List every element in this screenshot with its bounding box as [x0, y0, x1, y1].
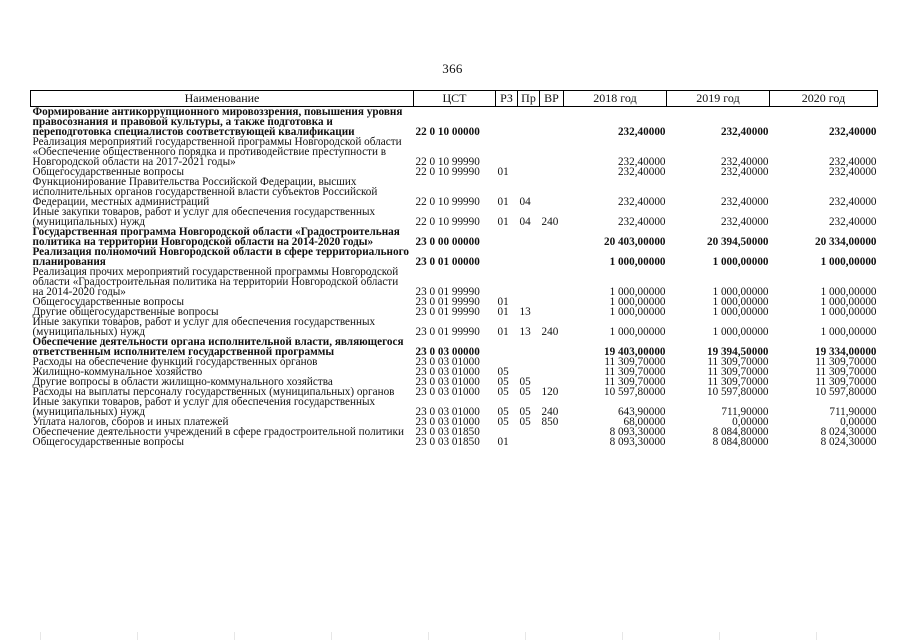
- cell-pr: [518, 337, 540, 357]
- cell-rz: 01: [497, 216, 509, 228]
- table-row: [31, 247, 878, 267]
- cell-vr: 240: [541, 406, 559, 418]
- cell-y2019: 0,00000: [732, 416, 769, 428]
- cell-cst: 23 0 03 01000: [415, 416, 480, 428]
- cell-rz: [496, 267, 518, 297]
- cell-cst: 22 0 10 00000: [415, 126, 480, 138]
- cell-rz: 05: [497, 416, 509, 428]
- cell-y2020: 8 024,30000: [820, 436, 877, 448]
- cell-y2019: 11 309,70000: [707, 376, 769, 388]
- cell-vr: [540, 107, 564, 138]
- cell-y2018: 11 309,70000: [604, 376, 666, 388]
- cell-y2018: 232,40000: [617, 166, 666, 178]
- cell-y2018: 1 000,00000: [609, 326, 666, 338]
- cell-y2020: 232,40000: [828, 196, 877, 208]
- cell-rz: 01: [497, 296, 509, 308]
- cell-rz: [496, 137, 518, 167]
- cell-pr: 05: [519, 406, 531, 418]
- cell-y2019: 232,40000: [720, 166, 769, 178]
- cell-name: Реализация мероприятий государственной программы Новгородской области «Обеспечение общественного порядка и противодействие преступности в Новгородской области на 2017-2021 годы»: [32, 136, 402, 168]
- cell-name: Общегосударственные вопросы: [32, 296, 185, 308]
- cell-cst: 22 0 10 99990: [415, 216, 480, 228]
- cell-y2020: 1 000,00000: [820, 256, 877, 268]
- cell-vr: [540, 337, 564, 357]
- cell-cst: 23 0 01 00000: [415, 256, 480, 268]
- cell-y2018: 11 309,70000: [604, 356, 666, 368]
- cell-name: Государственная программа Новгородской области «Градостроительная политика на территории Новгородской области на 2014-2020 годы»: [32, 226, 400, 248]
- cell-y2019: 1 000,00000: [712, 256, 769, 268]
- cell-cst: 23 0 03 00000: [415, 346, 480, 358]
- cell-y2019: 11 309,70000: [707, 366, 769, 378]
- cell-y2020: 711,90000: [829, 406, 877, 418]
- table-header: [31, 91, 878, 107]
- cell-rz: 01: [497, 326, 509, 338]
- table-row: [31, 137, 878, 167]
- table-row: [31, 397, 878, 417]
- cell-y2019: 20 394,50000: [706, 236, 769, 248]
- cell-vr: [540, 307, 564, 317]
- cell-name: Иные закупки товаров, работ и услуг для обеспечения государственных (муниципальных) нужд: [32, 206, 376, 228]
- table-row: [31, 107, 878, 138]
- table-row: [31, 267, 878, 297]
- header-2019: 2019 год: [667, 91, 770, 107]
- cell-name: Иные закупки товаров, работ и услуг для обеспечения государственных (муниципальных) нужд: [32, 396, 376, 418]
- cell-rz: 05: [497, 406, 509, 418]
- cell-y2018: 232,40000: [617, 156, 666, 168]
- cell-rz: [496, 337, 518, 357]
- cell-rz: 05: [497, 366, 509, 378]
- cell-vr: [540, 297, 564, 307]
- cell-y2019: 1 000,00000: [712, 296, 769, 308]
- cell-cst: 23 0 01 99990: [415, 296, 480, 308]
- header-vr: ВР: [540, 91, 564, 107]
- cell-y2018: 8 093,30000: [609, 426, 666, 438]
- cell-y2020: 11 309,70000: [815, 376, 877, 388]
- cell-y2019: 232,40000: [720, 156, 769, 168]
- cell-y2018: 11 309,70000: [604, 366, 666, 378]
- cell-cst: 23 0 00 00000: [415, 236, 480, 248]
- cell-cst: 22 0 10 99990: [415, 156, 480, 168]
- cell-vr: [540, 367, 564, 377]
- cell-name: Реализация прочих мероприятий государственной программы Новгородской области «Градостроительная политика на территории Новгородской области на 2014-2020 годы»: [32, 266, 399, 298]
- cell-vr: [540, 357, 564, 367]
- cell-name: Расходы на выплаты персоналу государственных (муниципальных) органов: [32, 386, 395, 398]
- cell-pr: [518, 107, 540, 138]
- cell-cst: 23 0 01 99990: [415, 306, 480, 318]
- cell-name: Общегосударственные вопросы: [32, 166, 185, 178]
- cell-rz: 01: [497, 166, 509, 178]
- cell-rz: 01: [497, 306, 509, 318]
- cell-y2020: 19 334,00000: [814, 346, 877, 358]
- header-pr: Пр: [518, 91, 540, 107]
- cell-y2020: 11 309,70000: [815, 356, 877, 368]
- cell-name: Уплата налогов, сборов и иных платежей: [32, 416, 229, 428]
- cell-y2019: 8 084,80000: [712, 426, 769, 438]
- cell-vr: [540, 247, 564, 267]
- cell-y2018: 1 000,00000: [609, 296, 666, 308]
- cell-pr: [518, 167, 540, 177]
- cell-name: Реализация полномочий Новгородской области в сфере территориального планирования: [32, 246, 409, 268]
- cell-y2020: 232,40000: [828, 156, 877, 168]
- cell-rz: 05: [497, 386, 509, 398]
- table-row: [31, 177, 878, 207]
- cell-y2019: 232,40000: [720, 216, 769, 228]
- cell-y2018: 68,00000: [623, 416, 666, 428]
- table-row: [31, 227, 878, 247]
- cell-y2018: 8 093,30000: [609, 436, 666, 448]
- cell-y2019: 232,40000: [720, 196, 769, 208]
- cell-cst: 23 0 03 01000: [415, 366, 480, 378]
- cell-name: Другие общегосударственные вопросы: [32, 306, 219, 318]
- cell-y2019: 711,90000: [721, 406, 769, 418]
- cell-y2020: 10 597,80000: [814, 386, 877, 398]
- cell-pr: [518, 427, 540, 437]
- cell-y2018: 1 000,00000: [609, 306, 666, 318]
- cell-y2018: 20 403,00000: [603, 236, 666, 248]
- page-number: 366: [442, 61, 463, 76]
- cell-y2020: 20 334,00000: [814, 236, 877, 248]
- cell-pr: 05: [519, 416, 531, 428]
- cell-vr: 240: [541, 326, 559, 338]
- cell-vr: 850: [541, 416, 559, 428]
- cell-y2020: 0,00000: [840, 416, 877, 428]
- cell-cst: 23 0 03 01000: [415, 386, 480, 398]
- cell-y2020: 8 024,30000: [820, 426, 877, 438]
- cell-pr: [518, 267, 540, 297]
- cell-cst: 23 0 03 01000: [415, 376, 480, 388]
- cell-rz: [496, 107, 518, 138]
- cell-rz: [496, 247, 518, 267]
- cell-pr: [518, 437, 540, 447]
- cell-name: Другие вопросы в области жилищно-коммунального хозяйства: [32, 376, 333, 388]
- table-body: [31, 107, 878, 448]
- cell-y2020: 232,40000: [828, 166, 877, 178]
- cell-y2018: 10 597,80000: [603, 386, 666, 398]
- cell-y2019: 8 084,80000: [712, 436, 769, 448]
- cell-rz: [496, 227, 518, 247]
- header-2020: 2020 год: [770, 91, 878, 107]
- cell-cst: 22 0 10 99990: [415, 196, 480, 208]
- cell-cst: 23 0 03 01000: [415, 406, 480, 418]
- cell-y2018: 643,90000: [617, 406, 666, 418]
- cell-vr: [540, 177, 564, 207]
- cell-y2018: 232,40000: [617, 216, 666, 228]
- cell-name: Общегосударственные вопросы: [32, 436, 185, 448]
- cell-cst: 22 0 10 99990: [415, 166, 480, 178]
- cell-vr: 120: [541, 386, 559, 398]
- cell-pr: 13: [519, 326, 531, 338]
- cell-name: Обеспечение деятельности учреждений в сфере градостроительной политики: [32, 426, 404, 438]
- header-name: Наименование: [31, 91, 414, 107]
- cell-pr: 05: [519, 376, 531, 388]
- cell-vr: [540, 267, 564, 297]
- cell-y2020: 1 000,00000: [820, 296, 877, 308]
- cell-y2020: 11 309,70000: [815, 366, 877, 378]
- cell-pr: [518, 357, 540, 367]
- cell-vr: [540, 227, 564, 247]
- cell-y2019: 11 309,70000: [707, 356, 769, 368]
- cell-name: Расходы на обеспечение функций государственных органов: [32, 356, 318, 368]
- cell-cst: 23 0 03 01000: [415, 356, 480, 368]
- cell-vr: [540, 437, 564, 447]
- cell-y2020: 1 000,00000: [820, 326, 877, 338]
- header-2018: 2018 год: [564, 91, 667, 107]
- cell-y2019: 1 000,00000: [712, 286, 769, 298]
- cell-pr: 04: [519, 216, 531, 228]
- cell-pr: [518, 247, 540, 267]
- cell-name: Иные закупки товаров, работ и услуг для обеспечения государственных (муниципальных) нужд: [32, 316, 376, 338]
- cell-pr: 04: [519, 196, 531, 208]
- header-cst: ЦСТ: [414, 91, 496, 107]
- cell-y2020: 1 000,00000: [820, 286, 877, 298]
- cell-name: Функционирование Правительства Российской Федерации, высших исполнительных органов государственной власти субъектов Российской Федерации, местных администраций: [32, 176, 378, 208]
- cell-vr: [540, 137, 564, 167]
- cell-y2019: 10 597,80000: [706, 386, 769, 398]
- table-row: [31, 317, 878, 337]
- cell-vr: [540, 167, 564, 177]
- cell-vr: [540, 427, 564, 437]
- cell-rz: 05: [497, 376, 509, 388]
- table-row: [31, 207, 878, 227]
- cell-rz: 01: [497, 196, 509, 208]
- cell-y2019: 1 000,00000: [712, 326, 769, 338]
- cell-y2018: 19 403,00000: [603, 346, 666, 358]
- cell-cst: 23 0 03 01850: [415, 426, 480, 438]
- cell-y2018: 232,40000: [617, 126, 666, 138]
- budget-table: [30, 90, 878, 447]
- cell-pr: [518, 137, 540, 167]
- cell-cst: 23 0 01 99990: [415, 326, 480, 338]
- cell-name: Обеспечение деятельности органа исполнительной власти, являющегося ответственным исполнителем государственной программы: [32, 336, 404, 358]
- header-rz: РЗ: [496, 91, 518, 107]
- cell-y2018: 232,40000: [617, 196, 666, 208]
- cell-y2019: 232,40000: [720, 126, 769, 138]
- table-row: [31, 437, 878, 447]
- cell-y2020: 1 000,00000: [820, 306, 877, 318]
- cell-name: Формирование антикоррупционного мировоззрения, повышения уровня правосознания и правовой культуры, а также подготовка и переподготовка специалистов соответствующей квалификации: [32, 106, 403, 138]
- cell-y2020: 232,40000: [828, 126, 877, 138]
- table-row: [31, 337, 878, 357]
- cell-pr: [518, 227, 540, 247]
- cell-y2020: 232,40000: [828, 216, 877, 228]
- cell-pr: 13: [519, 306, 531, 318]
- cell-vr: 240: [541, 216, 559, 228]
- cell-pr: 05: [519, 386, 531, 398]
- cell-y2019: 1 000,00000: [712, 306, 769, 318]
- cell-cst: 23 0 01 99990: [415, 286, 480, 298]
- cell-name: Жилищно-коммунальное хозяйство: [32, 366, 203, 378]
- cell-rz: 01: [497, 436, 509, 448]
- cell-y2019: 19 394,50000: [706, 346, 769, 358]
- scan-edge-artifact: [0, 632, 905, 640]
- cell-y2018: 1 000,00000: [609, 256, 666, 268]
- cell-cst: 23 0 03 01850: [415, 436, 480, 448]
- cell-y2018: 1 000,00000: [609, 286, 666, 298]
